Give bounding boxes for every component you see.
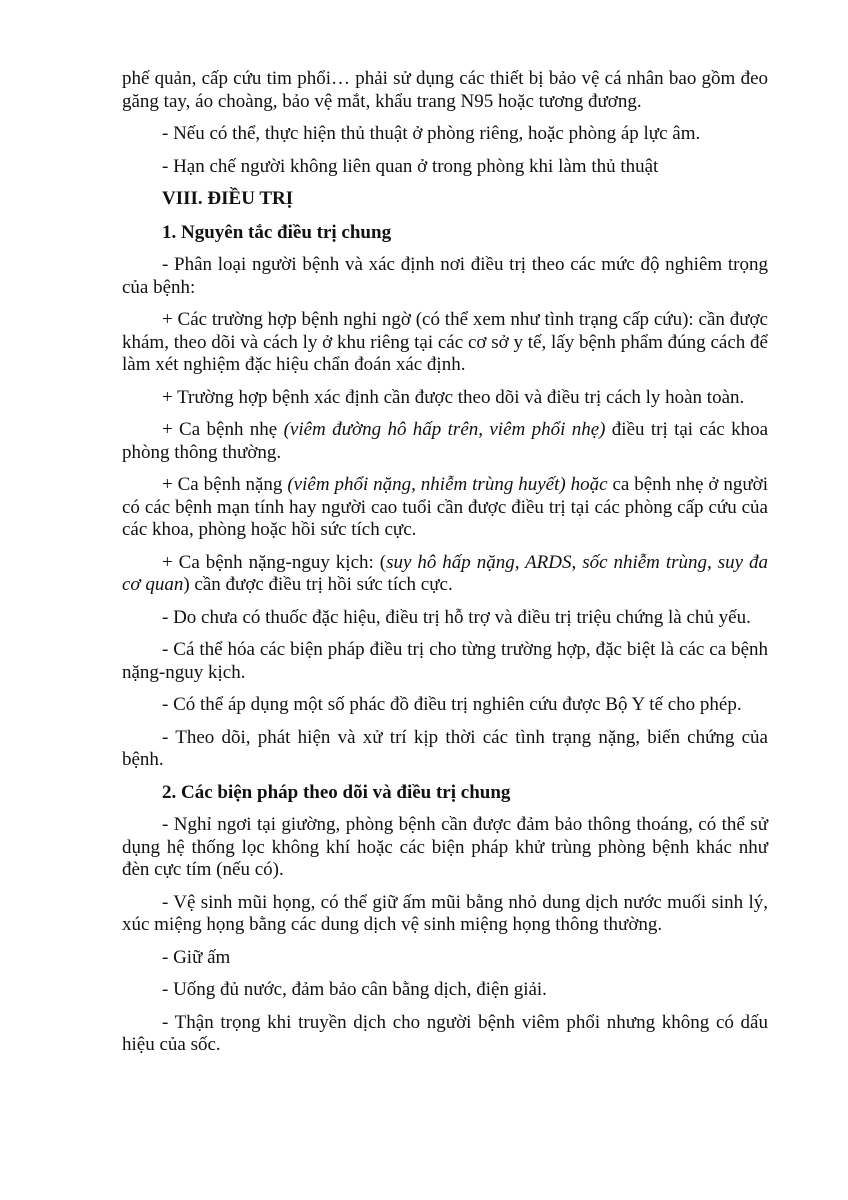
- text-run: ) cần được điều trị hồi sức tích cực.: [183, 574, 453, 595]
- paragraph-critical-cases: [122, 552, 768, 597]
- paragraph-confirmed-cases: + Trường hợp bệnh xác định cần được theo dõi và điều trị cách ly hoàn toàn.: [162, 386, 745, 408]
- paragraph-keep-warm: - Giữ ấm: [162, 946, 231, 968]
- paragraph-individualize: - Cá thể hóa các biện pháp điều trị cho từng trường hợp, đặc biệt là các ca bệnh nặng-nguy kịch.: [122, 639, 768, 683]
- paragraph-severe-cases: [122, 474, 768, 542]
- paragraph-suspected-cases: + Các trường hợp bệnh nghi ngờ (có thể xem như tình trạng cấp cứu): cần được khám, theo dõi và cách ly ở khu riêng tại các cơ sở y tế, lấy bệnh phẩm đúng cách để làm xét nghiệm đặc hiệu chẩn đoán xác định.: [122, 309, 768, 375]
- subsection-1-title: 1. Nguyên tắc điều trị chung: [162, 221, 392, 243]
- section-title: VIII. ĐIỀU TRỊ: [162, 188, 294, 209]
- paragraph-careful-infusion: - Thận trọng khi truyền dịch cho người bệnh viêm phổi nhưng không có dấu hiệu của sốc.: [122, 1011, 768, 1055]
- subsection-2-title: 2. Các biện pháp theo dõi và điều trị chung: [162, 781, 511, 803]
- paragraph-continuation: phế quản, cấp cứu tim phổi… phải sử dụng các thiết bị bảo vệ cá nhân bao gồm đeo găng tay, áo choàng, bảo vệ mắt, khẩu trang N95 hoặc tương đương.: [122, 68, 768, 112]
- italic-run: suy hô hấp nặng, ARDS, sốc nhiễm trùng, suy đa cơ quan: [122, 551, 768, 595]
- text-run: ca bệnh nhẹ ở người có các bệnh mạn tính hay người cao tuổi cần được điều trị tại các phòng cấp cứu của các khoa, phòng hoặc hồi sức tích cực.: [122, 474, 769, 540]
- paragraph-no-specific-drug: - Do chưa có thuốc đặc hiệu, điều trị hỗ trợ và điều trị triệu chứng là chủ yếu.: [162, 606, 751, 628]
- text-run: + Ca bệnh nặng-nguy kịch: (: [162, 551, 387, 573]
- paragraph-limit-people: - Hạn chế người không liên quan ở trong phòng khi làm thủ thuật: [162, 155, 659, 177]
- paragraph-bed-rest: - Nghỉ ngơi tại giường, phòng bệnh cần được đảm bảo thông thoáng, có thể sử dụng hệ thống lọc không khí hoặc các biện pháp khử trùng phòng bệnh khác như đèn cực tím (nếu có).: [122, 814, 768, 880]
- paragraph-nasal-hygiene: - Vệ sinh mũi họng, có thể giữ ấm mũi bằng nhỏ dung dịch nước muối sinh lý, xúc miệng họng bằng các dung dịch vệ sinh miệng họng thông thường.: [122, 891, 768, 935]
- italic-run: (viêm phổi nặng, nhiễm trùng huyết) hoặc: [287, 474, 608, 495]
- paragraph-mild-cases: [122, 419, 768, 464]
- paragraph-research-protocols: - Có thể áp dụng một số phác đồ điều trị nghiên cứu được Bộ Y tế cho phép.: [162, 694, 742, 715]
- text-run: điều trị tại các khoa phòng thông thường.: [122, 419, 768, 463]
- text-run: + Ca bệnh nhẹ: [162, 419, 284, 440]
- italic-run: (viêm đường hô hấp trên, viêm phổi nhẹ): [283, 419, 606, 440]
- paragraph-procedure-room: - Nếu có thể, thực hiện thủ thuật ở phòng riêng, hoặc phòng áp lực âm.: [162, 123, 701, 144]
- text-run: + Ca bệnh nặng: [162, 474, 288, 495]
- paragraph-fluids: - Uống đủ nước, đảm bảo cân bằng dịch, điện giải.: [162, 979, 547, 1000]
- document-page: [122, 68, 768, 1067]
- paragraph-monitor-complications: - Theo dõi, phát hiện và xử trí kịp thời các tình trạng nặng, biến chứng của bệnh.: [122, 726, 768, 770]
- paragraph-classification: - Phân loại người bệnh và xác định nơi điều trị theo các mức độ nghiêm trọng của bệnh:: [122, 254, 768, 298]
